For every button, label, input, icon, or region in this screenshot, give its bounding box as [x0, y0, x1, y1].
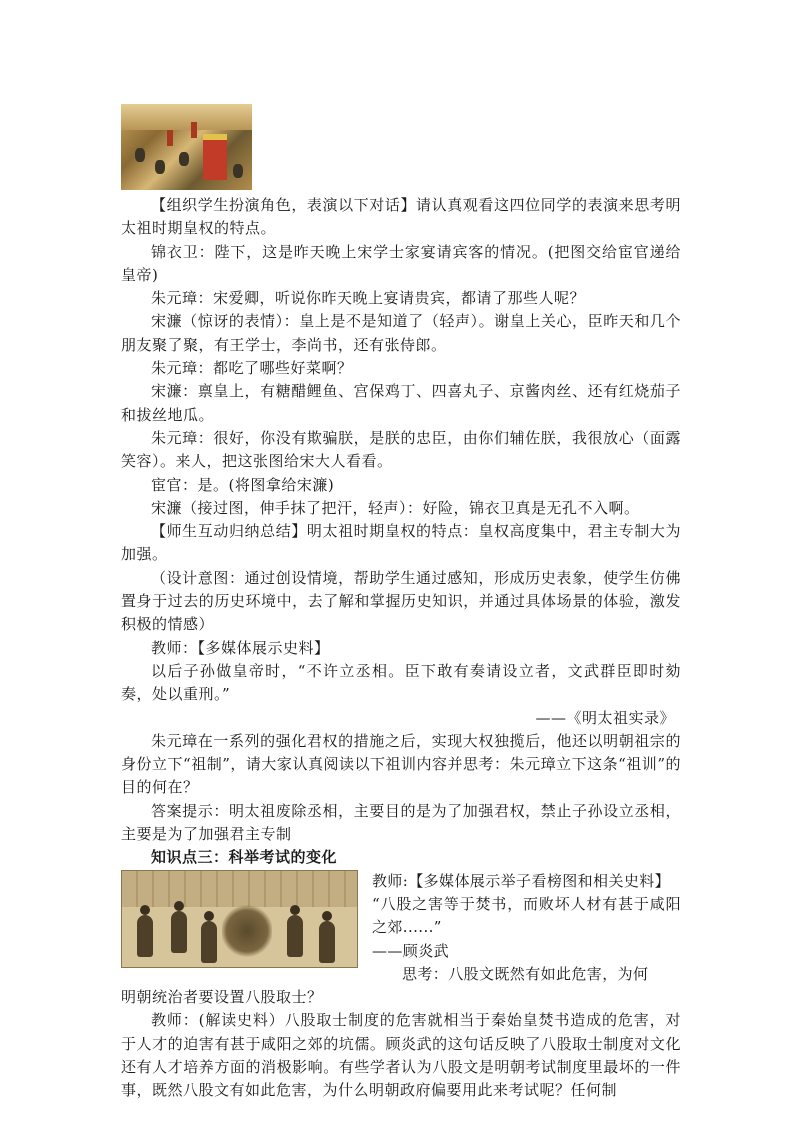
paragraph: 宋濂：禀皇上，有糖醋鲤鱼、宫保鸡丁、四喜丸子、京酱肉丝、还有红烧茄子和拔丝地瓜。 — [121, 382, 681, 424]
paragraph: 朱元璋：很好，你没有欺骗朕，是朕的忠臣，由你们辅佐朕，我很放心（面露笑容）。来人，把这张图给宋大人看看。 — [121, 428, 681, 471]
ming-emperor-painting-image — [121, 104, 252, 190]
exam-section-text — [358, 870, 681, 986]
image-head — [204, 911, 214, 921]
image-person — [201, 921, 217, 963]
image-wall — [122, 871, 357, 907]
paragraph: 教师：(解读史料）八股取士制度的危害就相当于秦始皇焚书造成的危害，对于人才的迫害有甚于咸阳之郊的坑儒。顾炎武的这句话反映了八股取士制度对文化还有人才培养方面的消极影响。有些学者认为八股文是明朝考试制度里最坏的一件事，既然八股文有如此危害，为什么明朝政府偏要用此来考试呢？任何制 — [121, 1011, 681, 1100]
exam-candidates-viewing-list-image — [121, 870, 358, 968]
paragraph: 教师:【多媒体展示举子看榜图和相关史料】 — [372, 871, 671, 890]
image-tree — [222, 903, 272, 959]
paragraph: 明朝统治者要设置八股取士？ — [121, 988, 323, 1007]
paragraph: （设计意图：通过创设情境，帮助学生通过感知，形成历史表象，使学生仿佛置身于过去的历史环境中，去了解和掌握历史知识，并通过具体场景的体验，激发积极的情感） — [121, 568, 681, 634]
paragraph: 宦官：是。(将图拿给宋濂) — [151, 475, 335, 494]
painting-figure — [233, 164, 243, 178]
image-person — [171, 911, 187, 953]
quotation: “八股之害等于焚书，而败坏人材有甚于咸阳之郊......” — [372, 894, 681, 937]
exam-section-row — [121, 870, 681, 986]
paragraph: 朱元璋在一系列的强化君权的措施之后，实现大权独揽后，他还以明朝祖宗的身份立下“祖制”，请大家认真阅读以下祖训内容并思考：朱元璋立下这条“祖训”的目的何在？ — [121, 731, 681, 797]
painting-red-pavilion — [203, 134, 227, 180]
image-head — [174, 901, 184, 911]
paragraph: 宋濂（接过图，伸手抹了把汗，轻声）：好险，锦衣卫真是无孔不入啊。 — [151, 498, 640, 517]
section-heading: 知识点三：科举考试的变化 — [151, 848, 338, 867]
paragraph: 以后子孙做皇帝时，“不许立丞相。臣下敢有奏请设立者，文武群臣即时劾奏，处以重刑。” — [121, 661, 681, 704]
image-person — [287, 915, 303, 957]
paragraph: 教师：【多媒体展示史料】 — [151, 638, 330, 657]
paragraph: 【组织学生扮演角色，表演以下对话】请认真观看这四位同学的表演来思考明太祖时期皇权的特点。 — [121, 196, 681, 238]
image-head — [322, 911, 332, 921]
painting-flag — [191, 122, 197, 138]
painting-sky — [121, 104, 252, 130]
paragraph: 思考：八股文既然有如此危害，为何 — [402, 964, 649, 983]
paragraph: 宋濂（惊讶的表情）：皇上是不是知道了（轻声）。谢皇上关心，臣昨天和几个朋友聚了聚，有王学士，李尚书，还有张侍郎。 — [121, 312, 681, 354]
painting-figure — [135, 148, 145, 162]
source-citation: ——顾炎武 — [372, 941, 450, 960]
paragraph: 朱元璋：宋爱卿，听说你昨天晚上宴请贵宾，都请了那些人呢？ — [151, 289, 586, 308]
source-citation: ——《明太祖实录》 — [535, 708, 675, 727]
painting-figure — [155, 160, 165, 174]
document-page — [121, 104, 681, 1103]
image-person — [319, 921, 335, 963]
image-person — [137, 915, 153, 957]
paragraph: 锦衣卫：陛下，这是昨天晚上宋学士家宴请宾客的情况。(把图交给宦官递给皇帝) — [121, 242, 681, 284]
paragraph: 朱元璋：都吃了哪些好菜啊？ — [151, 359, 353, 378]
image-head — [290, 905, 300, 915]
paragraph: 答案提示：明太祖废除丞相，主要目的是为了加强君权，禁止子孙设立丞相，主要是为了加强君主专制 — [121, 801, 681, 844]
image-head — [140, 905, 150, 915]
paragraph: 【师生互动归纳总结】明太祖时期皇权的特点：皇权高度集中，君主专制大为加强。 — [121, 522, 681, 564]
painting-figure — [179, 152, 189, 166]
painting-flag — [167, 130, 173, 146]
